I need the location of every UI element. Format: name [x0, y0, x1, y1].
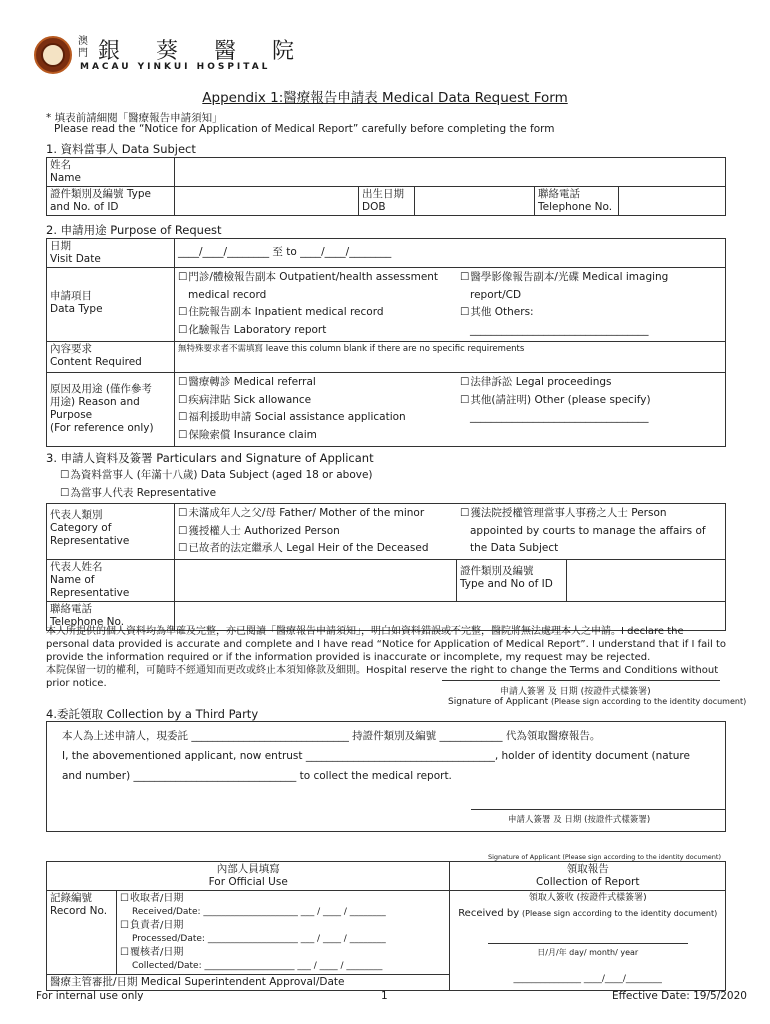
- others-field[interactable]: __________________________________: [470, 323, 649, 336]
- data-type-label: 申請項目 Data Type: [47, 268, 175, 342]
- rep-id-label: 證件類別及編號 Type and No of ID: [457, 559, 567, 601]
- notice-line-2: Please read the “Notice for Application of Medical Report” carefully before completing the form: [54, 123, 555, 135]
- id-field[interactable]: [175, 187, 359, 216]
- section-3-heading: 3. 申請人資料及簽署 Particulars and Signature of Applicant: [46, 451, 374, 465]
- rep-id-field[interactable]: [567, 559, 726, 601]
- rep-tel-label: 聯絡電話 Telephone No.: [47, 601, 175, 630]
- rep-name-field[interactable]: [175, 559, 457, 601]
- checkbox-court-appointed[interactable]: ☐ 獲法院授權管理當事人事務之人士 Person: [460, 505, 706, 523]
- notice-line-1: * 填表前請細閱「醫療報告申請須知」: [46, 112, 223, 124]
- id-label: 證件類別及編號 Type and No. of ID: [47, 187, 175, 216]
- checkbox-collected[interactable]: ☐ 覆核者/日期: [120, 946, 446, 960]
- received-date-field[interactable]: Received/Date: _____________________ ___ / ____ / ________: [132, 906, 386, 917]
- checkbox-imaging[interactable]: ☐ 醫學影像報告副本/光碟 Medical imaging: [460, 269, 668, 287]
- checkbox-social-assistance[interactable]: ☐ 福利援助申請 Social assistance application: [178, 409, 460, 427]
- applicant-signature-label-cn: 申請人簽署 及 日期 (按證件式樣簽署): [500, 687, 651, 697]
- name-label: 姓名 Name: [47, 158, 175, 187]
- checkbox-processed[interactable]: ☐ 負責者/日期: [120, 919, 446, 933]
- checkbox-medical-referral[interactable]: ☐ 醫療轉診 Medical referral: [178, 374, 460, 392]
- dob-field[interactable]: [415, 187, 535, 216]
- outpatient-label-cont: medical record: [188, 288, 267, 301]
- visit-date-field[interactable]: ____/____/________ 至 to ____/____/________: [175, 239, 726, 268]
- collection-header: 領取報告 Collection of Report: [450, 862, 726, 891]
- checkbox-others[interactable]: ☐ 其他 Others:: [460, 304, 668, 322]
- third-party-signature-en: Signature of Applicant (Please sign according to the identity document): [488, 853, 721, 861]
- logo-hospital-en: MACAU YINKUI HOSPITAL: [80, 62, 271, 72]
- category-label: 代表人類別 Category of Representative: [47, 504, 175, 560]
- third-party-box: [46, 721, 726, 832]
- third-party-signature-line[interactable]: [471, 809, 725, 810]
- content-required-field[interactable]: 無特殊要求者不需填寫 leave this column blank if there are no specific requirements: [175, 342, 726, 373]
- logo-macau-cn: 澳門: [78, 36, 88, 59]
- court-appointed-cont-1: appointed by courts to manage the affairs of: [470, 524, 706, 537]
- content-required-label: 內容要求 Content Required: [47, 342, 175, 373]
- category-options: [175, 504, 726, 560]
- applicant-signature-label-en: Signature of Applicant (Please sign according to the identity document): [448, 697, 747, 707]
- logo-hospital-cn: 銀葵醫院: [98, 39, 331, 64]
- checkbox-outpatient[interactable]: ☐ 門診/體檢報告副本 Outpatient/health assessment: [178, 269, 460, 287]
- checkbox-representative[interactable]: ☐ 為當事人代表 Representative: [60, 485, 216, 500]
- third-party-line-cn: 本人為上述申請人，現委託 ______________________________ 持證件類別及編號 ____________ 代為領取醫療報告。: [62, 730, 601, 742]
- date-format-label: 日/月/年 day/ month/ year: [537, 948, 639, 957]
- visit-date-label: 日期 Visit Date: [47, 239, 175, 268]
- data-type-options: [175, 268, 726, 342]
- record-no-label: 記錄編號 Record No.: [47, 891, 117, 975]
- checkbox-other-reason[interactable]: ☐ 其他(請註明) Other (please specify): [460, 392, 651, 410]
- checkbox-data-subject[interactable]: ☐ 為資料當事人 (年滿十八歲) Data Subject (aged 18 or above): [60, 467, 373, 482]
- section-4-heading: 4.委託領取 Collection by a Third Party: [46, 707, 259, 721]
- other-reason-field[interactable]: __________________________________: [470, 411, 649, 423]
- collected-date-field[interactable]: Collected/Date: ____________________ ___ / ____ / ________: [132, 960, 383, 971]
- declaration-text: 本人所提供的個人資料均為準確及完整，亦已閱讀「醫療報告申請須知」，明白如資料錯誤或不完整，醫院將無法處理本人之申請。I declare the personal data provided is accurate and complete and I have read “Notice for Application of Medical Report”. I understand that if I fail to provide the information required or if the information provided is inaccurate or incomplete, my request may be rejected. 本院保留一切的權利，可隨時不經通知而更改或終止本須知條款及細則。Hospital reserve the right to change the Terms and Conditions without prior notice.: [46, 626, 727, 689]
- court-appointed-cont-2: the Data Subject: [470, 542, 559, 554]
- checkbox-received[interactable]: ☐ 收取者/日期: [120, 892, 446, 906]
- checkbox-legal-proceedings[interactable]: ☐ 法律訴訟 Legal proceedings: [460, 374, 651, 392]
- representative-table: [46, 503, 726, 631]
- dob-label: 出生日期 DOB: [359, 187, 415, 216]
- section-2-heading: 2. 申請用途 Purpose of Request: [46, 223, 222, 237]
- tel-label: 聯絡電話 Telephone No.: [535, 187, 619, 216]
- superintendent-approval[interactable]: 醫療主管審批/日期 Medical Superintendent Approval/Date: [47, 975, 450, 991]
- third-party-line-en-2: and number) _______________________________ to collect the medical report.: [62, 770, 452, 782]
- checkbox-sick-allowance[interactable]: ☐ 疾病津貼 Sick allowance: [178, 392, 460, 410]
- reason-label: 原因及用途 (僅作參考 用途) Reason and Purpose (For reference only): [47, 373, 175, 447]
- official-use-header: 內部人員填寫 For Official Use: [47, 862, 450, 891]
- footer-effective-date: Effective Date: 19/5/2020: [612, 990, 747, 1002]
- footer-page-number: 1: [381, 990, 388, 1002]
- checkbox-inpatient[interactable]: ☐ 住院報告副本 Inpatient medical record: [178, 304, 460, 322]
- reason-options: [175, 373, 726, 447]
- footer-internal-use: For internal use only: [36, 990, 144, 1002]
- official-dates: [117, 891, 450, 975]
- collection-signature-cell[interactable]: [450, 891, 726, 991]
- imaging-label-cont: report/CD: [470, 288, 522, 301]
- checkbox-insurance-claim[interactable]: ☐ 保險索償 Insurance claim: [178, 427, 460, 445]
- data-subject-table: [46, 157, 726, 216]
- section-1-heading: 1. 資料當事人 Data Subject: [46, 142, 196, 156]
- checkbox-legal-heir[interactable]: ☐ 已故者的法定繼承人 Legal Heir of the Deceased: [178, 540, 460, 558]
- applicant-signature-line[interactable]: [442, 680, 720, 681]
- name-field[interactable]: [175, 158, 726, 187]
- tel-field[interactable]: [619, 187, 726, 216]
- checkbox-authorized[interactable]: ☐ 獲授權人士 Authorized Person: [178, 523, 460, 541]
- received-by-cn: 領取人簽收 (按證件式樣簽署): [528, 893, 647, 903]
- third-party-line-en-1: I, the abovementioned applicant, now entrust ____________________________________, holder of identity document (nature: [62, 750, 690, 762]
- checkbox-parent[interactable]: ☐ 未滿成年人之父/母 Father/ Mother of the minor: [178, 505, 460, 523]
- received-by-en: Received by (Please sign according to the identity document): [458, 908, 718, 919]
- official-use-table: [46, 861, 726, 991]
- hospital-seal-logo: [34, 36, 72, 74]
- purpose-table: [46, 238, 726, 447]
- checkbox-laboratory[interactable]: ☐ 化驗報告 Laboratory report: [178, 322, 460, 340]
- received-date-line[interactable]: _______________ ____/____/________: [513, 974, 662, 984]
- form-title: Appendix 1:醫療報告申請表 Medical Data Request Form: [202, 90, 568, 106]
- processed-date-field[interactable]: Processed/Date: ____________________ ___ / ____ / ________: [132, 933, 386, 944]
- third-party-signature-cn: 申請人簽署 及 日期 (按證件式樣簽署): [508, 815, 651, 825]
- rep-name-label: 代表人姓名 Name of Representative: [47, 559, 175, 601]
